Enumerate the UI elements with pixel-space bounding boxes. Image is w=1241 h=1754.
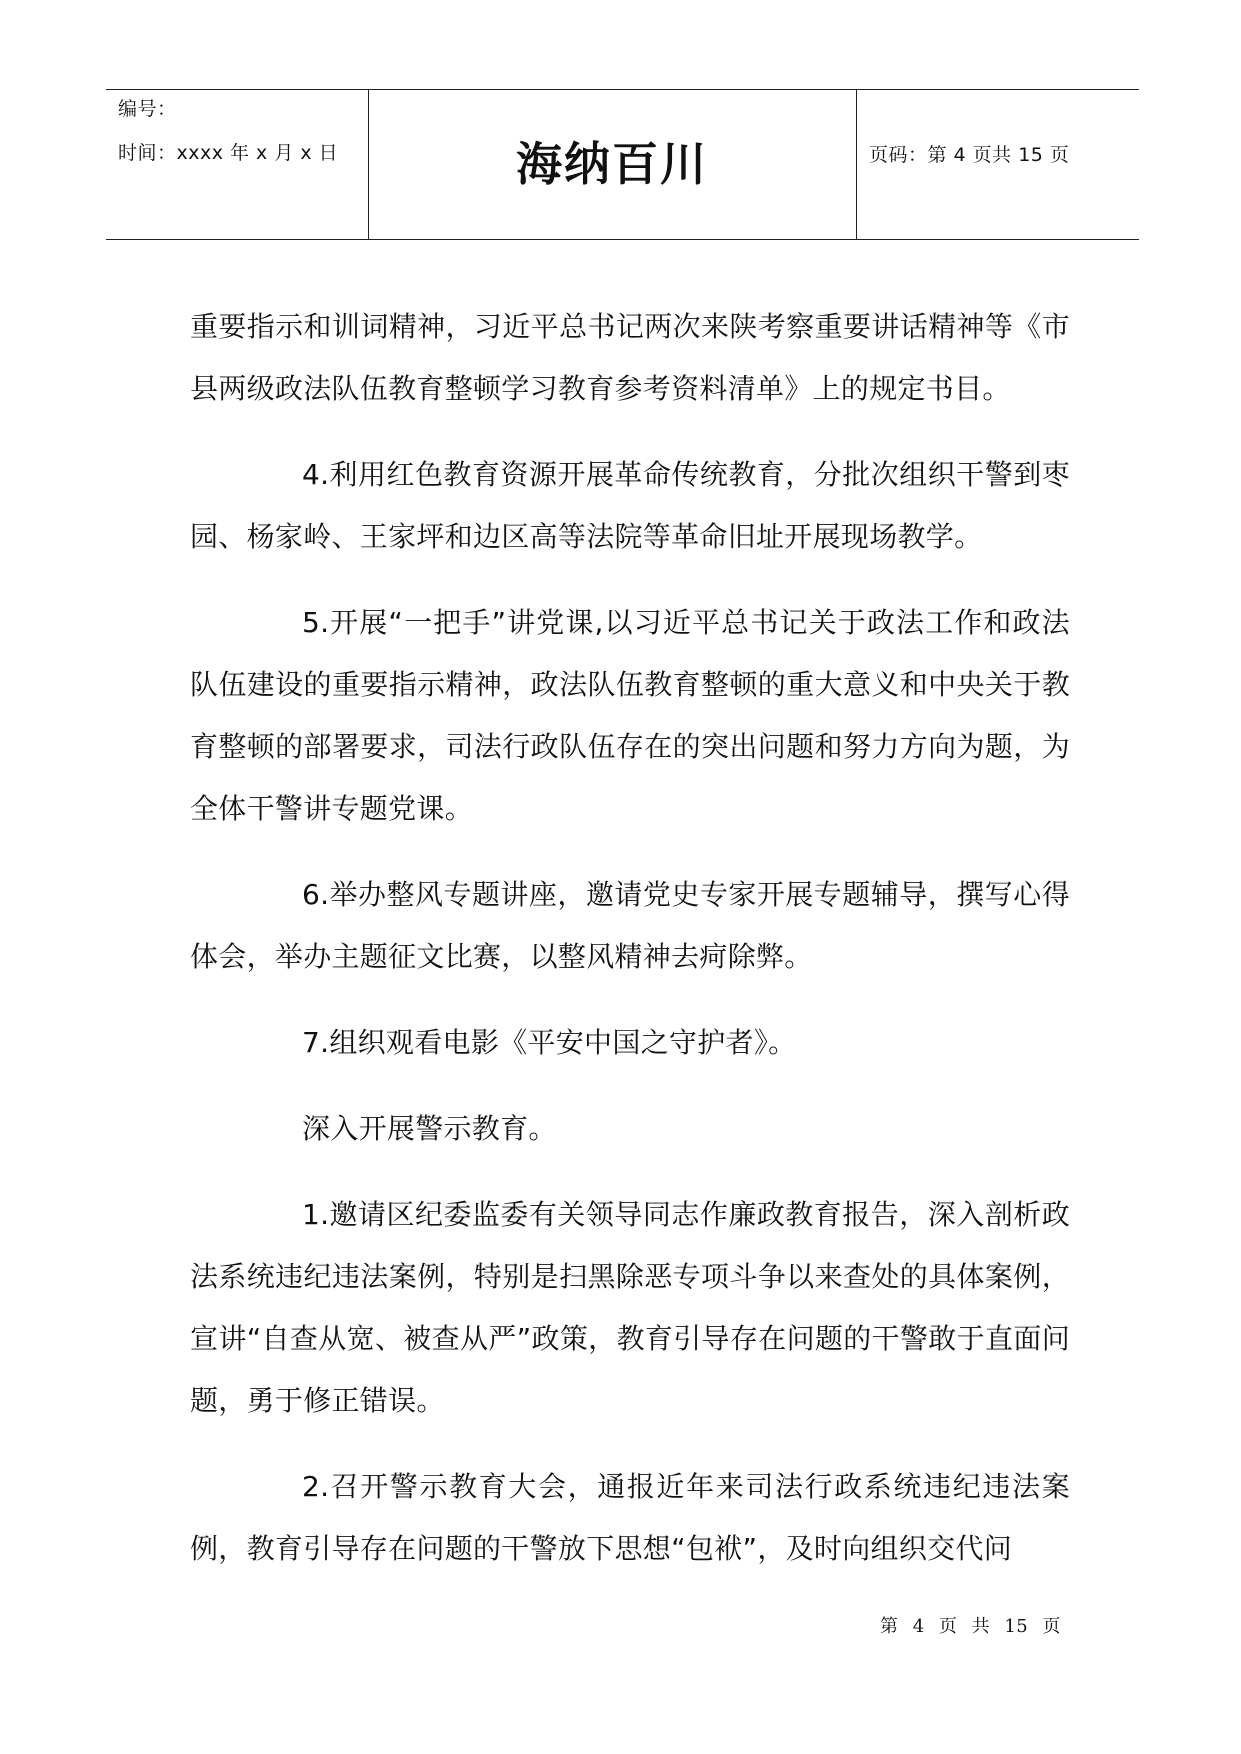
document-title: 海纳百川 bbox=[516, 137, 708, 191]
document-body bbox=[190, 296, 1070, 1580]
paragraph-item-5: 5.开展“一把手”讲党课,以习近平总书记关于政法工作和政法队伍建设的重要指示精神，政法队伍教育整顿的重大意义和中央关于教育整顿的部署要求，司法行政队伍存在的突出问题和努力方向为题，为全体干警讲专题党课。 bbox=[190, 606, 1070, 825]
paragraph-warning-item-1: 1.邀请区纪委监委有关领导同志作廉政教育报告，深入剖析政法系统违纪违法案例，特别是扫黑除恶专项斗争以来查处的具体案例，宣讲“自查从宽、被查从严”政策，教育引导存在问题的干警敢于直面问题，勇于修正错误。 bbox=[190, 1198, 1070, 1417]
document-time-label: 时间：xxxx 年 x 月 x 日 bbox=[118, 142, 339, 164]
paragraph-continuation: 重要指示和训词精神，习近平总书记两次来陕考察重要讲话精神等《市县两级政法队伍教育整顿学习教育参考资料清单》上的规定书目。 bbox=[190, 310, 1070, 405]
page-footer: 第 4 页 共 15 页 bbox=[880, 1616, 1061, 1637]
paragraph-warning-item-2: 2.召开警示教育大会，通报近年来司法行政系统违纪违法案例，教育引导存在问题的干警放下思想“包袱”，及时向组织交代问 bbox=[190, 1470, 1070, 1565]
paragraph-item-6: 6.举办整风专题讲座，邀请党史专家开展专题辅导，撰写心得体会，举办主题征文比赛，以整风精神去疴除弊。 bbox=[190, 878, 1070, 973]
document-number-label: 编号： bbox=[118, 98, 177, 120]
paragraph-item-7: 7.组织观看电影《平安中国之守护者》。 bbox=[302, 1026, 797, 1059]
section-heading-warning-education: 深入开展警示教育。 bbox=[302, 1112, 557, 1145]
document-header bbox=[106, 89, 1139, 240]
paragraph-item-4: 4.利用红色教育资源开展革命传统教育，分批次组织干警到枣园、杨家岭、王家坪和边区高等法院等革命旧址开展现场教学。 bbox=[190, 458, 1070, 553]
page-number-label: 页码：第 4 页共 15 页 bbox=[869, 144, 1070, 166]
header-divider-right bbox=[856, 90, 857, 239]
